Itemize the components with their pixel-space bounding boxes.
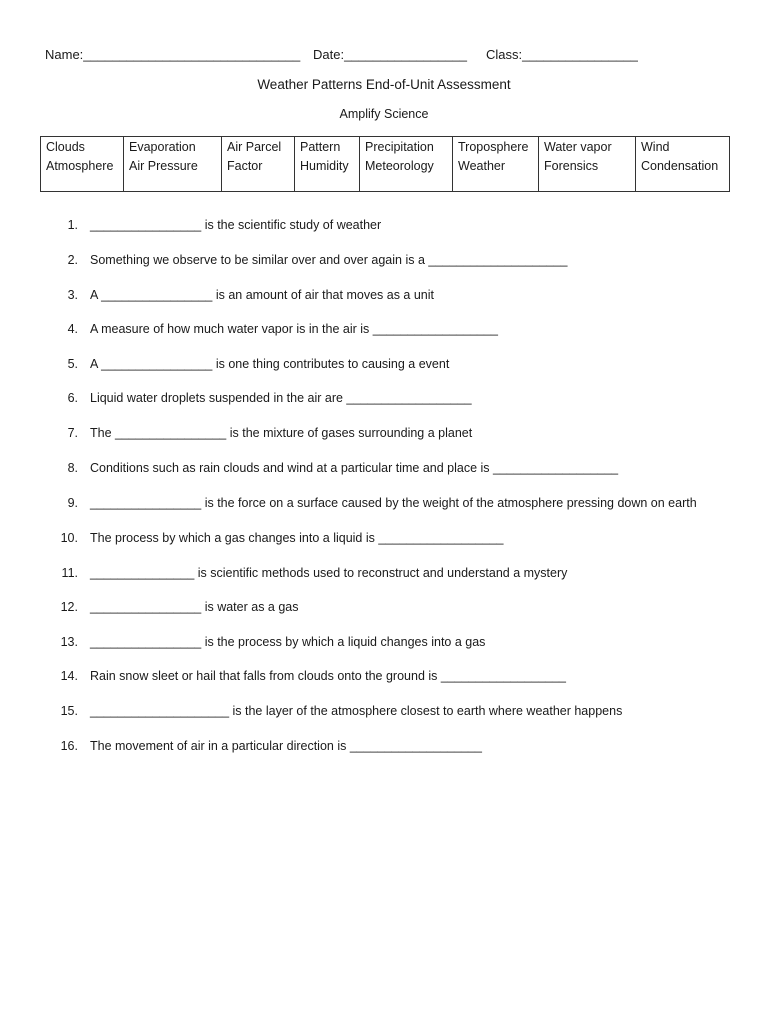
- word-bank-cell: Atmosphere: [41, 156, 124, 192]
- question-text: ________________ is the scientific study of weather: [90, 218, 382, 232]
- question-text: Rain snow sleet or hail that falls from clouds onto the ground is __________________: [90, 669, 567, 683]
- question-number: 16.: [60, 739, 78, 753]
- question-number: 9.: [67, 496, 78, 510]
- word-bank-cell: Condensation: [636, 156, 730, 192]
- question-number: 5.: [67, 357, 78, 371]
- question-text: Conditions such as rain clouds and wind at a particular time and place is __________________: [90, 461, 619, 475]
- question-number: 6.: [67, 391, 78, 405]
- word-bank-cell: Pattern: [295, 137, 360, 157]
- question-number: 8.: [67, 461, 78, 475]
- word-bank-cell: Meteorology: [360, 156, 453, 192]
- question-text: ________________ is the process by which a liquid changes into a gas: [90, 635, 486, 649]
- question-number: 13.: [60, 635, 78, 649]
- question-number: 7.: [67, 426, 78, 440]
- question-text: ____________________ is the layer of the atmosphere closest to earth where weather happens: [90, 704, 623, 718]
- question-number: 2.: [67, 253, 78, 267]
- question-text: Something we observe to be similar over and over again is a ____________________: [90, 253, 568, 267]
- question-text: The process by which a gas changes into a liquid is __________________: [90, 531, 504, 545]
- question-text: The movement of air in a particular direction is ___________________: [90, 739, 482, 753]
- question-number: 11.: [61, 566, 78, 580]
- question-text: The ________________ is the mixture of gases surrounding a planet: [90, 426, 473, 440]
- word-bank-cell: Forensics: [539, 156, 636, 192]
- question-number: 4.: [67, 322, 78, 336]
- question-text: A ________________ is one thing contributes to causing a event: [90, 357, 450, 371]
- word-bank-cell: Troposphere: [453, 137, 539, 157]
- word-bank-cell: Water vapor: [539, 137, 636, 157]
- page-title: Weather Patterns End-of-Unit Assessment: [257, 77, 511, 92]
- word-bank-row: [41, 156, 730, 192]
- date-field: Date:_________________: [313, 47, 467, 62]
- page-subtitle: Amplify Science: [339, 107, 429, 121]
- word-bank-cell: Weather: [453, 156, 539, 192]
- question-number: 14.: [60, 669, 78, 683]
- word-bank-cell: Air Pressure: [124, 156, 222, 192]
- class-field: Class:________________: [486, 47, 638, 62]
- question-text: Liquid water droplets suspended in the air are __________________: [90, 391, 472, 405]
- word-bank-table: [40, 136, 730, 192]
- question-text: A measure of how much water vapor is in the air is __________________: [90, 322, 498, 336]
- word-bank-cell: Humidity: [295, 156, 360, 192]
- question-text: ________________ is the force on a surface caused by the weight of the atmosphere pressing down on earth: [90, 496, 697, 510]
- question-text: ________________ is water as a gas: [90, 600, 299, 614]
- word-bank-cell: Factor: [222, 156, 295, 192]
- question-text: _______________ is scientific methods used to reconstruct and understand a mystery: [90, 566, 568, 580]
- word-bank-cell: Precipitation: [360, 137, 453, 157]
- word-bank-cell: Wind: [636, 137, 730, 157]
- word-bank-row: [41, 137, 730, 157]
- question-number: 10.: [60, 531, 78, 545]
- word-bank-cell: Evaporation: [124, 137, 222, 157]
- question-text: A ________________ is an amount of air that moves as a unit: [90, 288, 434, 302]
- question-number: 3.: [67, 288, 78, 302]
- name-field: Name:______________________________: [45, 47, 301, 62]
- question-number: 12.: [60, 600, 78, 614]
- question-number: 1.: [67, 218, 78, 232]
- word-bank-cell: Clouds: [41, 137, 124, 157]
- question-number: 15.: [60, 704, 78, 718]
- word-bank-cell: Air Parcel: [222, 137, 295, 157]
